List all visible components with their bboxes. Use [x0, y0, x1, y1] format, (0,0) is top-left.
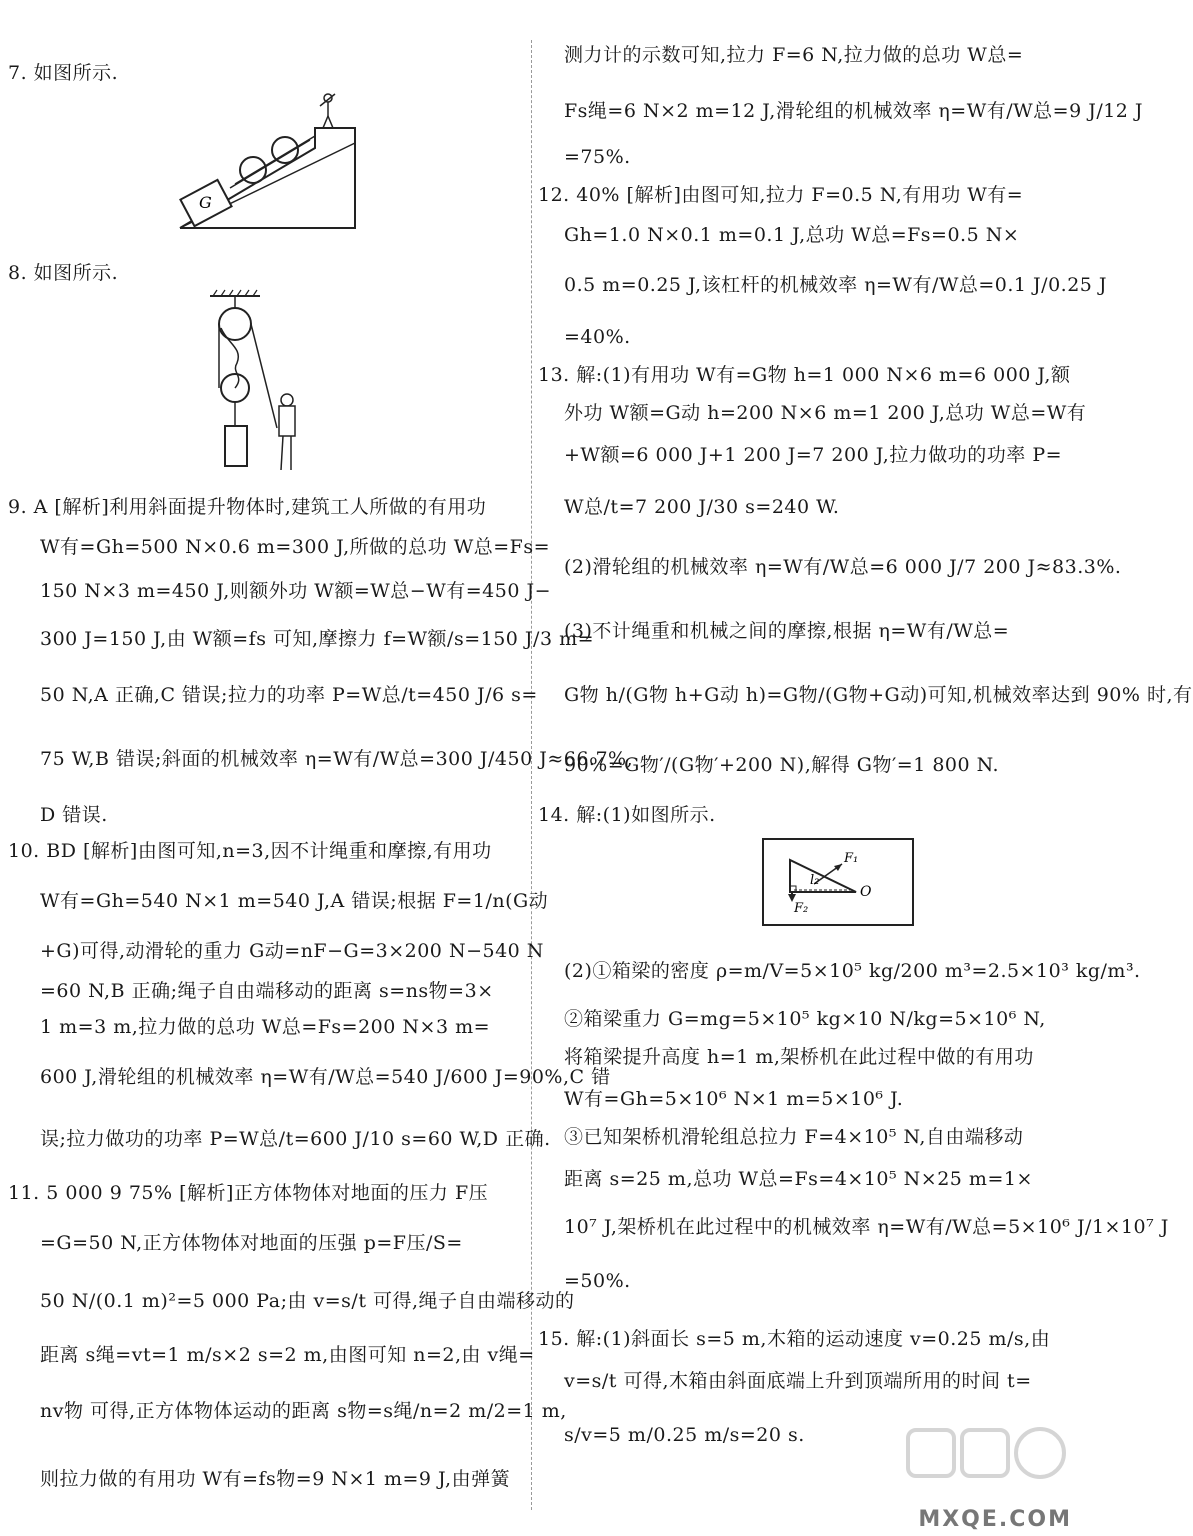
q12-line-2: Gh=1.0 N×0.1 m=0.1 J,总功 W总=Fs=0.5 N×: [564, 224, 1020, 246]
q13-line-5: (2)滑轮组的机械效率 η=W有/W总=6 000 J/7 200 J≈83.3%.: [564, 556, 1122, 578]
q10-line-1: 10. BD [解析]由图可知,n=3,因不计绳重和摩擦,有用功: [8, 840, 492, 862]
q13-line-7: G物 h/(G物 h+G动 h)=G物/(G物+G动)可知,机械效率达到 90% 时,有: [564, 684, 1193, 706]
q9-line-5: 50 N,A 正确,C 错误;拉力的功率 P=W总/t=450 J/6 s=: [40, 684, 538, 706]
q11-line-2: =G=50 N,正方体物体对地面的压强 p=F压/S=: [40, 1232, 463, 1254]
watermark-text: MXQE.COM: [918, 1507, 1072, 1532]
q10-line-5: 1 m=3 m,拉力做的总功 W总=Fs=200 N×3 m=: [40, 1016, 491, 1038]
q15-line-3: s/v=5 m/0.25 m/s=20 s.: [564, 1424, 805, 1446]
q10-line-7: 误;拉力做功的功率 P=W总/t=600 J/10 s=60 W,D 正确.: [40, 1128, 551, 1150]
q10-line-2: W有=Gh=540 N×1 m=540 J,A 错误;根据 F=1/n(G动: [40, 890, 549, 912]
q13-line-1: 13. 解:(1)有用功 W有=G物 h=1 000 N×6 m=6 000 J,额: [538, 364, 1071, 386]
incline-pulley-figure: [175, 88, 375, 238]
q14-line-1: 14. 解:(1)如图所示.: [538, 804, 716, 826]
q10-line-4: =60 N,B 正确;绳子自由端移动的距离 s=ns物=3×: [40, 980, 494, 1002]
q11-line-4: 距离 s绳=vt=1 m/s×2 s=2 m,由图可知 n=2,由 v绳=: [40, 1344, 535, 1366]
q11-cont-line-3: =75%.: [564, 146, 631, 168]
q12-line-3: 0.5 m=0.25 J,该杠杆的机械效率 η=W有/W总=0.1 J/0.25 J: [564, 274, 1108, 296]
q14-line-5: W有=Gh=5×10⁶ N×1 m=5×10⁶ J.: [564, 1088, 904, 1110]
q9-line-6: 75 W,B 错误;斜面的机械效率 η=W有/W总=300 J/450 J≈66.7%,: [40, 748, 634, 770]
block-label: G: [199, 193, 212, 212]
q9-line-1: 9. A [解析]利用斜面提升物体时,建筑工人所做的有用功: [8, 496, 487, 518]
q14-line-3: ②箱梁重力 G=mg=5×10⁵ kg×10 N/kg=5×10⁶ N,: [564, 1008, 1046, 1030]
q14-line-4: 将箱梁提升高度 h=1 m,架桥机在此过程中做的有用功: [564, 1046, 1034, 1068]
q7-heading: 7. 如图所示.: [8, 62, 119, 84]
q8-heading: 8. 如图所示.: [8, 262, 119, 284]
q14-line-2: (2)①箱梁的密度 ρ=m/V=5×10⁵ kg/200 m³=2.5×10³ kg/m³.: [564, 960, 1141, 982]
q13-line-2: 外功 W额=G动 h=200 N×6 m=1 200 J,总功 W总=W有: [564, 402, 1087, 424]
q15-line-1: 15. 解:(1)斜面长 s=5 m,木箱的运动速度 v=0.25 m/s,由: [538, 1328, 1051, 1350]
q9-line-4: 300 J=150 J,由 W额=fs 可知,摩擦力 f=W额/s=150 J/3 m=: [40, 628, 595, 650]
q11-cont-line-2: Fs绳=6 N×2 m=12 J,滑轮组的机械效率 η=W有/W总=9 J/12 J: [564, 100, 1144, 122]
q14-line-8: 10⁷ J,架桥机在此过程中的机械效率 η=W有/W总=5×10⁶ J/1×10⁷ J: [564, 1216, 1169, 1238]
q15-line-2: v=s/t 可得,木箱由斜面底端上升到顶端所用的时间 t=: [564, 1370, 1032, 1392]
q9-line-3: 150 N×3 m=450 J,则额外功 W额=W总−W有=450 J−: [40, 580, 551, 602]
o-label: O: [860, 884, 872, 900]
q11-line-6: 则拉力做的有用功 W有=fs物=9 N×1 m=9 J,由弹簧: [40, 1468, 511, 1490]
q13-line-8: 90%=G物′/(G物′+200 N),解得 G物′=1 800 N.: [564, 754, 1000, 776]
q11-line-1: 11. 5 000 9 75% [解析]正方体物体对地面的压力 F压: [8, 1182, 489, 1204]
q14-line-6: ③已知架桥机滑轮组总拉力 F=4×10⁵ N,自由端移动: [564, 1126, 1024, 1148]
q14-line-7: 距离 s=25 m,总功 W总=Fs=4×10⁵ N×25 m=1×: [564, 1168, 1033, 1190]
f1-label: F₁: [844, 851, 859, 866]
q14-line-9: =50%.: [564, 1270, 631, 1292]
q12-line-4: =40%.: [564, 326, 631, 348]
q13-line-3: +W额=6 000 J+1 200 J=7 200 J,拉力做功的功率 P=: [564, 444, 1063, 466]
q9-line-7: D 错误.: [40, 804, 108, 826]
lever-force-figure: [762, 838, 914, 926]
q11-line-3: 50 N/(0.1 m)²=5 000 Pa;由 v=s/t 可得,绳子自由端移动的: [40, 1290, 575, 1312]
q10-line-6: 600 J,滑轮组的机械效率 η=W有/W总=540 J/600 J=90%,C 错: [40, 1066, 611, 1088]
f2-label: F₂: [794, 901, 809, 916]
q13-line-4: W总/t=7 200 J/30 s=240 W.: [564, 496, 840, 518]
q11-cont-line-1: 测力计的示数可知,拉力 F=6 N,拉力做的总功 W总=: [564, 44, 1024, 66]
l2-label: l₂: [810, 873, 820, 888]
q11-line-5: nv物 可得,正方体物体运动的距离 s物=s绳/n=2 m/2=1 m,: [40, 1400, 567, 1422]
q10-line-3: +G)可得,动滑轮的重力 G动=nF−G=3×200 N−540 N: [40, 940, 544, 962]
pulley-person-figure: [205, 288, 315, 478]
q13-line-6: (3)不计绳重和机械之间的摩擦,根据 η=W有/W总=: [564, 620, 1010, 642]
q12-line-1: 12. 40% [解析]由图可知,拉力 F=0.5 N,有用功 W有=: [538, 184, 1024, 206]
q9-line-2: W有=Gh=500 N×0.6 m=300 J,所做的总功 W总=Fs=: [40, 536, 551, 558]
